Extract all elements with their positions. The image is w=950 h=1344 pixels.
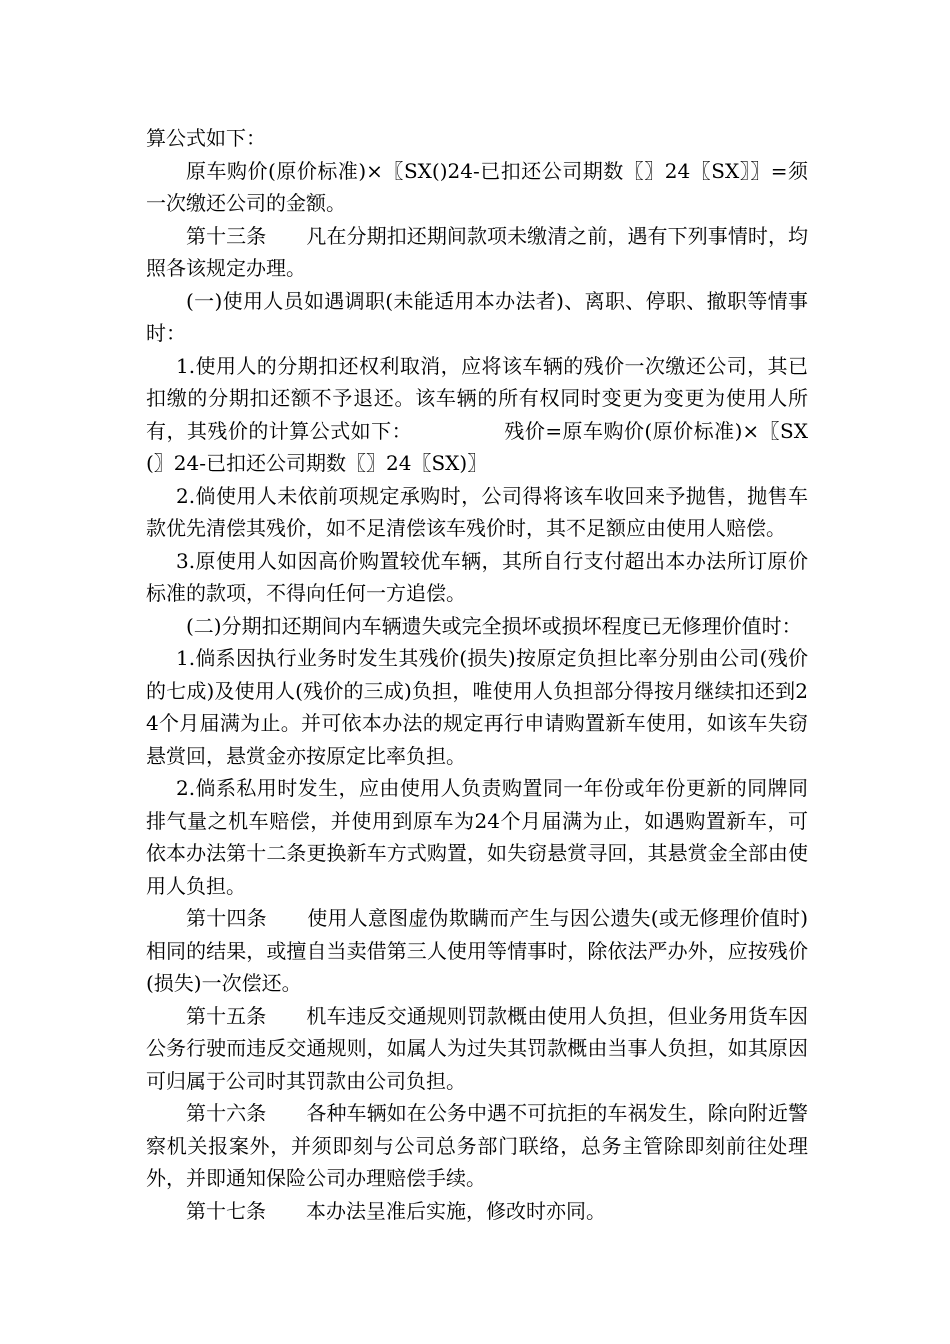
paragraph-text: 机车违反交通规则罚款概由使用人负担，但业务用货车因公务行驶而违反交通规则，如属人为过失其罚款概由当事人负担，如其原因可归属于公司时其罚款由公司负担。 xyxy=(146,1003,809,1093)
paragraph-text: 2.倘使用人未依前项规定承购时，公司得将该车收回来予抛售，抛售车款优先清偿其残价，如不足清偿该车残价时，其不足额应由使用人赔偿。 xyxy=(146,483,808,540)
paragraph xyxy=(146,285,808,350)
document-body xyxy=(146,122,808,1227)
paragraph-text: 使用人意图虚伪欺瞒而产生与因公遗失(或无修理价值时)相同的结果，或擅自当卖借第三人使用等情事时，除依法严办外，应按残价(损失)一次偿还。 xyxy=(146,906,809,995)
paragraph-text: 1.使用人的分期扣还权利取消，应将该车辆的残价一次缴还公司，其已扣缴的分期扣还额不予退还。该车辆的所有权同时变更为变更为使用人所有，其残价的计算公式如下： 残价=原车购价(原价标准)×〖SX(〗24-已扣还公司期数〖〗24〖SX)〗 xyxy=(146,353,808,475)
list-item xyxy=(146,350,808,480)
article-heading: 第十五条 xyxy=(186,1003,267,1028)
list-item xyxy=(146,480,808,545)
paragraph-text: 算公式如下： xyxy=(146,126,266,150)
paragraph xyxy=(146,610,808,643)
paragraph-text: 各种车辆如在公务中遇不可抗拒的车祸发生，除向附近警察机关报案外，并须即刻与公司总务部门联络，总务主管除即刻前往处理外，并即通知保险公司办理赔偿手续。 xyxy=(146,1101,809,1190)
article-heading: 第十六条 xyxy=(186,1101,267,1125)
article-paragraph xyxy=(146,220,808,285)
paragraph-text: 凡在分期扣还期间款项未缴清之前，遇有下列事情时，均照各该规定办理。 xyxy=(146,223,809,280)
paragraph-text: 1.倘系因执行业务时发生其残价(损失)按原定负担比率分别由公司(残价的七成)及使用人(残价的三成)负担，唯使用人负担部分得按月继续扣还到24个月届满为止。并可依本办法的规定再行申请购置新车使用，如该车失窃悬赏回，悬赏金亦按原定比率负担。 xyxy=(146,646,808,768)
article-heading: 第十四条 xyxy=(186,906,267,930)
article-paragraph xyxy=(146,1195,808,1228)
article-paragraph xyxy=(146,1000,808,1098)
article-heading: 第十七条 xyxy=(186,1198,266,1223)
paragraph-text: (一)使用人员如遇调职(未能适用本办法者)、离职、停职、撤职等情事时： xyxy=(146,288,808,345)
list-item xyxy=(146,642,808,772)
paragraph xyxy=(146,122,808,155)
article-heading: 第十三条 xyxy=(186,223,267,248)
article-paragraph xyxy=(146,1097,808,1195)
list-item xyxy=(146,772,808,902)
article-paragraph xyxy=(146,902,808,1000)
paragraph-text: 本办法呈准后实施，修改时亦同。 xyxy=(306,1198,606,1223)
paragraph-text: (二)分期扣还期间内车辆遗失或完全损坏或损坏程度已无修理价值时： xyxy=(186,613,802,638)
list-item xyxy=(146,545,808,610)
paragraph-text: 3.原使用人如因高价购置较优车辆，其所自行支付超出本办法所订原价标准的款项，不得向任何一方追偿。 xyxy=(146,548,808,605)
paragraph-text: 2.倘系私用时发生，应由使用人负责购置同一年份或年份更新的同牌同排气量之机车赔偿，并使用到原车为24个月届满为止，如遇购置新车，可依本办法第十二条更换新车方式购置，如失窃悬赏寻回，其悬赏金全部由使用人负担。 xyxy=(146,776,808,898)
paragraph xyxy=(146,155,808,220)
paragraph-text: 原车购价(原价标准)×〖SX()24-已扣还公司期数〖〗24〖SX〗〗=须一次缴还公司的金额。 xyxy=(146,158,808,215)
